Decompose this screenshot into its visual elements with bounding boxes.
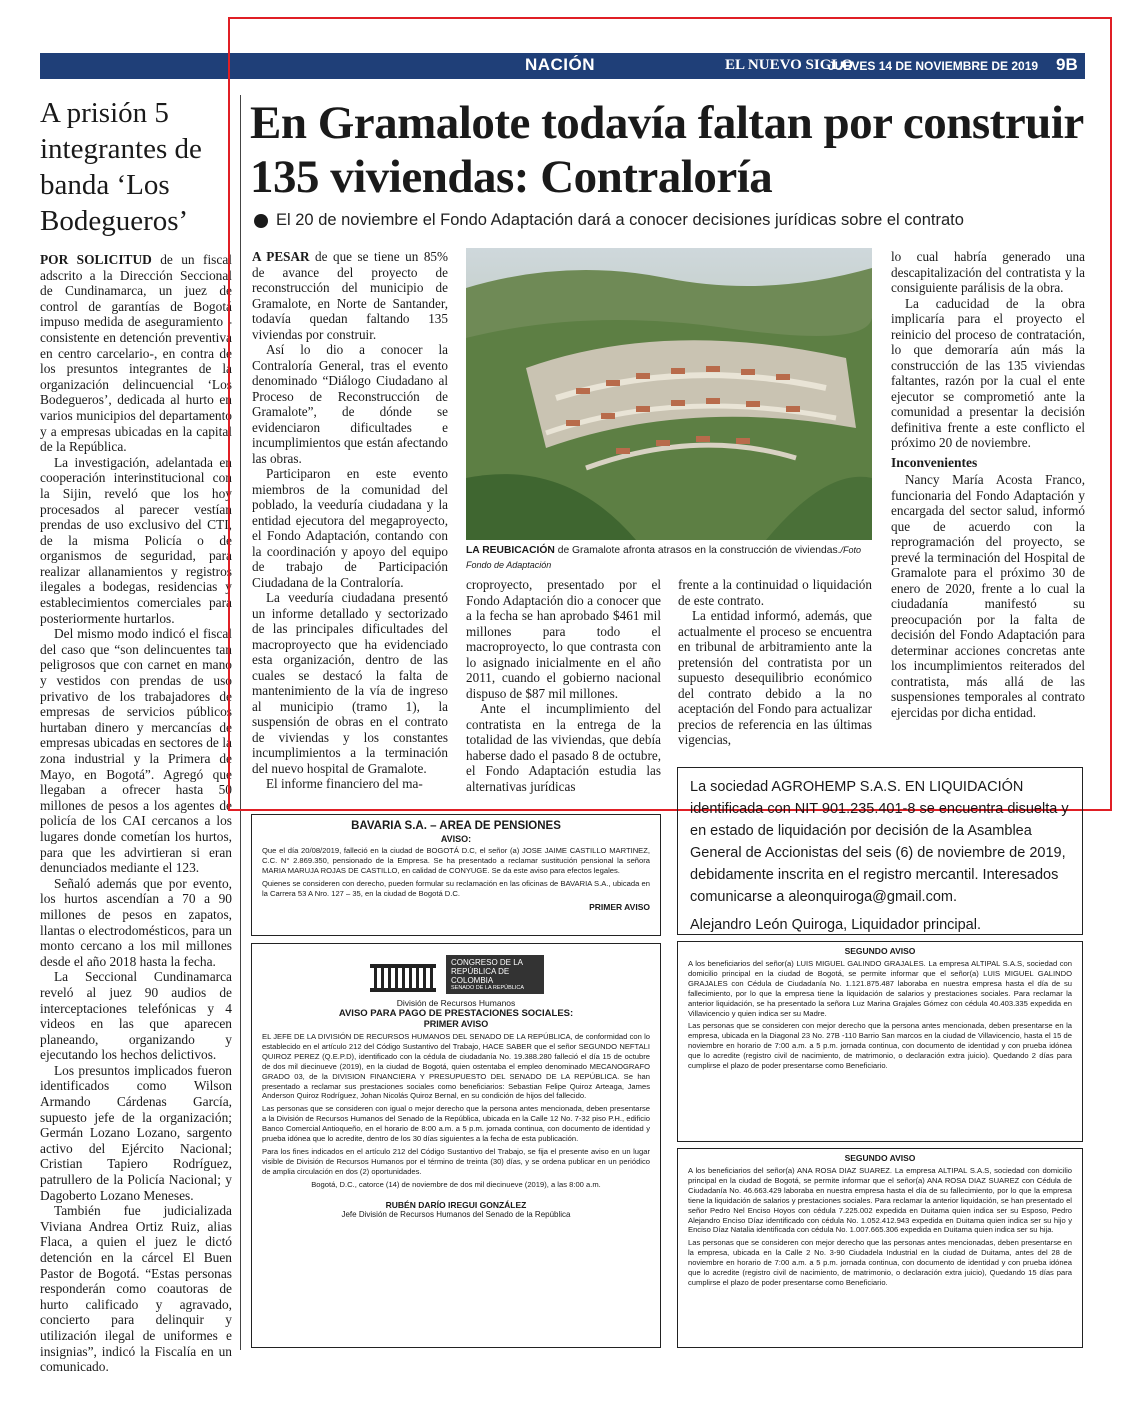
main-article-paragraph: Nancy María Acosta Franco, funcionaria del Fondo Adaptación y encargada del sector salud, informó que de acuerdo con la reprogramación del proyecto, se prevé la terminación del Hospital de Gramalote para el próximo 30 de enero de 2020, frente a lo cual la ciudadanía manifestó su preocupación por la falta de decisión del Fondo Adaptación para determinar acciones concretas ante los incumplimientos reiterados del contratista, más allá de las suspensiones temporales al contrato ejercidas por dicha entidad.: [891, 472, 1085, 720]
main-headline: En Gramalote todavía faltan por construir 135 viviendas: Contraloría: [250, 97, 1083, 203]
main-article-paragraph: [252, 249, 448, 342]
senado-logo-sub: SENADO DE LA REPÚBLICA: [451, 984, 525, 991]
senado-paragraph: Para los fines indicados en el artículo 212 del Código Sustantivo del Trabajo, se fija el presente aviso en un lugar visible de División de Recursos Humanos por el término de treinta (30) días, y se ordena publicar en un periódico de amplia circulación en dos (2) oportunidades.: [262, 1146, 650, 1176]
subhead-inconvenientes: Inconvenientes: [891, 454, 978, 470]
section-name: NACIÓN: [524, 55, 596, 74]
main-article-paragraph: El informe financiero del ma-: [266, 776, 423, 791]
agrohemp-line-1: La sociedad AGROHEMP S.A.S. EN LIQUIDACIÓN: [690, 779, 1024, 795]
main-article-column-1: [252, 249, 448, 792]
photo-caption: [466, 543, 872, 573]
senado-division: División de Recursos Humanos: [396, 998, 516, 1008]
senado-dateline: Bogotá, D.C., catorce (14) de noviembre de dos mil diecinueve (2019), a las 8:00 a.m.: [311, 1179, 601, 1189]
main-article-paragraph: lo cual habría generado una descapitalización del contratista y la consiguiente parálisis de la obra.: [891, 249, 1085, 295]
altipal-2-body: [688, 1166, 1072, 1288]
altipal-2-title: SEGUNDO AVISO: [844, 1153, 916, 1163]
bavaria-notice: [251, 814, 661, 936]
left-article-paragraph: Señaló además que por evento, los hurtos ascendían a 70 a 90 millones de pesos en zapatos, llantas o electrodomésticos, para un monto cercano a los mil millones desde el año 2018 hasta la fecha.: [40, 875, 232, 969]
altipal-1-body: [688, 959, 1072, 1071]
column-divider: [240, 95, 241, 1350]
paragraph-text: de que se tiene un 85% de avance del proyecto de reconstrucción del municipio de Gramalote, en Norte de Santander, todavía quedan faltando 135 viviendas por construir.: [252, 249, 448, 342]
left-article-paragraph: [40, 252, 232, 455]
main-article-paragraph: La caducidad de la obra implicaría para el proyecto el reinicio del proceso de contratación, lo que demoraría aún más la construcción de las 135 viviendas faltantes, razón por la cual el ente ejecutor se comprometió ante la comunidad a presentar la decisión definitiva frente a este conflicto el próximo 20 de noviembre.: [891, 295, 1085, 450]
capitol-icon: [368, 954, 438, 994]
agrohemp-line-2: identificada con NIT 901.235.401-8 se encuentra disuelta y en estado de liquidación por decisión de la Asamblea General de Accionistas del seis (6) de noviembre de 2019, debidamente inscrita en el registro mercantil. Interesados comunicarse a aleonquiroga@gmail.com.: [690, 801, 1069, 905]
altipal-1-title: SEGUNDO AVISO: [844, 946, 916, 956]
main-article-paragraph: Ante el incumplimiento del contratista en la entrega de la totalidad de las viviendas, que debía haberse dado el pasado 8 de octubre, el Fondo Adaptación estudia las alternativas jurídicas: [466, 701, 661, 794]
left-article-paragraph: La Seccional Cundinamarca reveló al juez 90 audios de interceptaciones telefónicas y 4 videos en las que aparecen planeando, organizando y ejecutando los hechos delictivos.: [40, 969, 232, 1063]
main-article-lead: A PESAR: [252, 249, 310, 264]
senado-signer: RUBÉN DARÍO IREGUI GONZÁLEZ: [385, 1199, 527, 1210]
date-line: JUEVES 14 DE NOVIEMBRE DE 2019: [828, 59, 1039, 73]
main-article-column-4: [891, 249, 1085, 720]
main-subtitle: El 20 de noviembre el Fondo Adaptación dará a conocer decisiones jurídicas sobre el contrato: [276, 211, 964, 229]
senado-signer-title: Jefe División de Recursos Humanos del Senado de la República: [341, 1209, 571, 1219]
main-article-paragraph: croproyecto, presentado por el Fondo Adaptación dio a conocer que a la fecha se han aprobado $461 mil millones para todo el macroproyecto, lo que contrasta con lo asignado inicialmente en el año 2011, cuando el gobierno nacional dispuso de $87 mil millones.: [466, 577, 661, 701]
caption-text: de Gramalote afronta atrasos en la construcción de viviendas.: [557, 545, 841, 556]
altipal-notice-2: [677, 1148, 1083, 1348]
left-article-body: [40, 252, 232, 1375]
masthead-logo: EL NUEVO SIGLO: [725, 57, 854, 73]
senado-body: [262, 1032, 650, 1190]
paragraph-text: de un fiscal adscrito a la Dirección Seccional de Cundinamarca, un juez de control de garantías de Bogotá impuso medida de aseguramiento -consistente en detención preventiva en centro carcelario-, en contra de los presuntos integrantes de la organización delincuencial ‘Los Bodegueros’, dedicada al hurto en varios municipios del departamento y a empresas ubicadas en la capital de la República.: [40, 252, 232, 455]
main-article-paragraph: La veeduría ciudadana presentó un informe detallado y sectorizado de las principales dificultades del macroproyecto que ha evidenciado esta organización, dentro de las cuales se destacó la falta de mantenimiento de la vía de ingreso al municipio (tramo 1), la suspensión de obras en el contrato de viviendas y los constantes incumplimientos a la terminación del nuevo hospital de Gramalote.: [252, 590, 448, 776]
gramalote-aerial-photo: [466, 248, 872, 540]
altipal-notice-1: [677, 941, 1083, 1142]
left-article-paragraph: Los presuntos implicados fueron identificados como Wilson Armando Cárdenas García, supuesto jefe de la organización; Germán Lozano Lozano, sargento activo del Ejército Nacional; Cristian Tapiero Rodríguez, patrullero de la Policía Nacional; y Dagoberto Lozano Meneses.: [40, 1062, 232, 1203]
altipal-2-paragraph: Las personas que se consideren con mejor derecho que las personas antes mencionadas, deben presentarse en la empresa, ubicada en la Calle 2 No. 3-90 Ciudadela Industrial en la ciudad de Duitama, antes del 28 de noviembre en horario de 7:00 a.m. a 5 p.m. jornada continua, con documento de identidad y con prueba idónea que lo acredite (registro civil de nacimiento, de matrimonio, o declaración extra juicio), Quedando 15 días para cumplirse el plazo de poder presentarse como Beneficiario.: [688, 1238, 1072, 1287]
left-article-lead: POR SOLICITUD: [40, 252, 152, 267]
left-article-paragraph: La investigación, adelantada en cooperación interinstitucional con la Sijin, reveló que los hoy procesados al parecer vestían prendas de uso exclusivo del CTI, de la misma Policía o de organismos de seguridad, para realizar allanamientos y registros ilegales a bodegas, residencias y establecimientos comerciales para posteriormente hurtarlos.: [40, 454, 232, 626]
main-article-column-2: [466, 577, 661, 794]
senado-notice: [251, 943, 661, 1348]
left-article-headline: A prisión 5 integrantes de banda ‘Los Bodegueros’: [40, 97, 202, 237]
senado-paragraph: EL JEFE DE LA DIVISIÓN DE RECURSOS HUMANOS DEL SENADO DE LA REPÚBLICA, de conformidad con lo establecido en el artículo 212 del Código Sustantivo del Trabajo, HACE SABER que el señor SEGUNDO NEFTALI QUIROZ PEREZ (Q.E.P.D), identificado con la cédula de ciudadanía No. 19.388.280 falleció el día 15 de octubre de dos mil diecinueve (2019), en la ciudad de Bogotá, quien ostentaba el empleo denominado MECANOGRAFO GRADO 03, de la DIVISION FINANCIERA Y PRESUPUESTO DEL SENADO DE LA REPÚBLICA. Se han presentado a reclamar sus prestaciones sociales como beneficiarios: Sebastian Felipe Quiroz Arteaga, James Anderson Quiroz Rodríguez, Johan Nicolás Quiroz Bernal, en su condición de hijos del fallecido.: [262, 1032, 650, 1101]
caption-lead: LA REUBICACIÓN: [466, 545, 555, 556]
photo-credit: /Foto Fondo de Adaptación: [466, 545, 861, 570]
senado-paragraph: Las personas que se consideren con igual o mejor derecho que la persona antes mencionada, deben presentarse a la División de Recursos Humanos del Senado de la República, ubicada en la Calle 12 No. 7-32 piso P.H., edificio Banco Comercial Antioqueño, en el horario de 8:00 a.m. a 5 p.m. jornada continua, con documento de identidad y prueba idónea que lo acredite, dentro de los 30 días siguientes a la fecha de esta publicación.: [262, 1104, 650, 1144]
bavaria-body: [262, 846, 650, 899]
senado-subtitle: PRIMER AVISO: [423, 1019, 489, 1029]
senado-title: AVISO PARA PAGO DE PRESTACIONES SOCIALES:: [338, 1008, 574, 1019]
bavaria-paragraph: Quienes se consideren con derecho, pueden formular su reclamación en las oficinas de BAVARIA S.A., ubicada en la Carrera 53 A Nro. 127 – 35, en la ciudad de Bogotá D.C.: [262, 878, 650, 898]
agrohemp-body: [690, 776, 1070, 936]
page-number: 9B: [1056, 55, 1078, 74]
senado-logo-box: [446, 955, 544, 994]
bavaria-footer: PRIMER AVISO: [589, 901, 650, 912]
main-article-column-3: [678, 577, 872, 748]
agrohemp-notice: [677, 767, 1083, 935]
altipal-2-paragraph: A los beneficiarios del señor(a) ANA ROSA DIAZ SUAREZ. La empresa ALTIPAL S.A.S, sociedad con domicilio principal en la ciudad de Bogotá, se permite informar que el señor(a) ANA ROSA DIAZ SUAREZ con Cédula de Ciudadanía No. 46.663.429 laboraba en nuestra empresa hasta el día de su fallecimiento, por lo que la empresa tiene la liquidación de salarios y prestaciones sociales. Para reclamar la anterior liquidación, se han presentado el señor Pedro Nel Enciso Hoyos con cédula 7.225.002 expedida en Duitama quien indica ser su Esposo, Pedro Alejandro Enciso Díaz identificado con cédula No. 1.052.412.943 expedida en Duitama quien indica ser su hijo y Enciso Díaz Natalia identificada con cédula No. 1.007.665.306 expedida en Duitama quien indica ser su hija.: [688, 1166, 1072, 1235]
main-article-paragraph: La entidad informó, además, que actualmente el proceso se encuentra en tribunal de arbitramiento ante la pretensión del contratista por un supuesto desequilibrio económico del contrato debido a la no aceptación del Fondo para actualizar precios de referencia en las últimas vigencias,: [678, 608, 872, 747]
aerial-photo-illustration: [466, 248, 872, 540]
altipal-1-paragraph: A los beneficiarios del señor(a) LUIS MIGUEL GALINDO GRAJALES. La empresa ALTIPAL S.A.S, sociedad con domicilio principal en la ciudad de Bogotá, se permite informar que el señor(a) LUIS MIGUEL GALINDO GRAJALES con Cédula de Ciudadanía No. 1.121.875.487 laboraba en nuestra empresa hasta el día de su fallecimiento, por lo que la empresa tiene la liquidación de salarios y prestaciones sociales. Para reclamar la anterior liquidación, se ha presentado la señora Luz Marina Grajales Gómez con cédula 40.403.335 expedida en Villavicencio y quien indica ser su Madre.: [688, 959, 1072, 1018]
bavaria-title: BAVARIA S.A. – AREA DE PENSIONES: [351, 820, 561, 832]
agrohemp-signature: Alejandro León Quiroga, Liquidador principal.: [690, 917, 981, 933]
senado-logo: [262, 954, 650, 994]
left-article-paragraph: También fue judicializada Viviana Andrea Ortiz Ruiz, alias Flaca, a quien el juez le dictó detención en la cárcel El Buen Pastor de Bogotá. “Estas personas responderán como coautoras de hurto calificado y agravado, concierto para delinquir y utilización ilegal de uniformes e insignias”, indicó la Fiscalía en un comunicado.: [40, 1203, 232, 1375]
left-article-paragraph: Del mismo modo indicó el fiscal del caso que “son delincuentes tan peligrosos que con carnet en mano y vestidos con prendas de uso privativo de los trabajadores de empresas de servicios públicos hurtaban dinero y mercancías de empresas ubicadas en sectores de la zona industrial y la Primera de Mayo, en Bogotá”. Agregó que llegaban a ofrecer hasta 50 millones de pesos a los agentes de policía de los CAI cercanos a los lugares donde cometían los hurtos, para que les advirtieran si eran denunciados mediante el 123.: [40, 626, 232, 876]
main-article-paragraph: Participaron en este evento miembros de la comunidad del poblado, la veeduría ciudadana y la entidad ejecutora del megaproyecto, el Fondo Adaptación, contando con la coordinación y apoyo del equipo de trabajo de Participación Ciudadana de la Contraloría.: [252, 466, 448, 590]
bavaria-subtitle: AVISO:: [440, 834, 472, 844]
senado-logo-text: CONGRESO DE LA REPÚBLICA DE COLOMBIA: [451, 957, 523, 985]
main-article-paragraph: Así lo dio a conocer la Contraloría General, tras el evento denominado “Diálogo Ciudadano al Proceso de Reconstrucción de Gramalote”, de dónde se evidenciaron dificultades e incumplimientos que están afectando las obras.: [252, 342, 448, 466]
bullet-icon: [254, 214, 268, 228]
altipal-1-paragraph: Las personas que se consideren con mejor derecho que la persona antes mencionada, deben presentarse en la empresa, ubicada en la Diagonal 23 No. 27B -110 Barrio San marcos en la ciudad de Villavicencio, hasta el 15 de noviembre en horario de 7:00 a.m. a 5 p.m. jornada continua, con documento de identidad y con prueba idónea que lo acredite (registro civil de nacimiento, de matrimonio, o declaración extra juicio). Quedando 2 días para cumplirse el plazo de poder presentarse como Beneficiario.: [688, 1021, 1072, 1071]
bavaria-paragraph: Que el día 20/08/2019, falleció en la ciudad de BOGOTÁ D.C, el señor (a) JOSE JAIME CASTILLO MARTINEZ, C.C. N° 2.869.350, pensionado de la Empresa. Se ha presentado a reclamar sustitución pensional la señora MARIA MARUJA ROJAS DE CASTILLO, en calidad de CONYUGE. Se da este aviso para efectos legales.: [262, 846, 650, 875]
main-article-paragraph: frente a la continuidad o liquidación de este contrato.: [678, 577, 872, 608]
